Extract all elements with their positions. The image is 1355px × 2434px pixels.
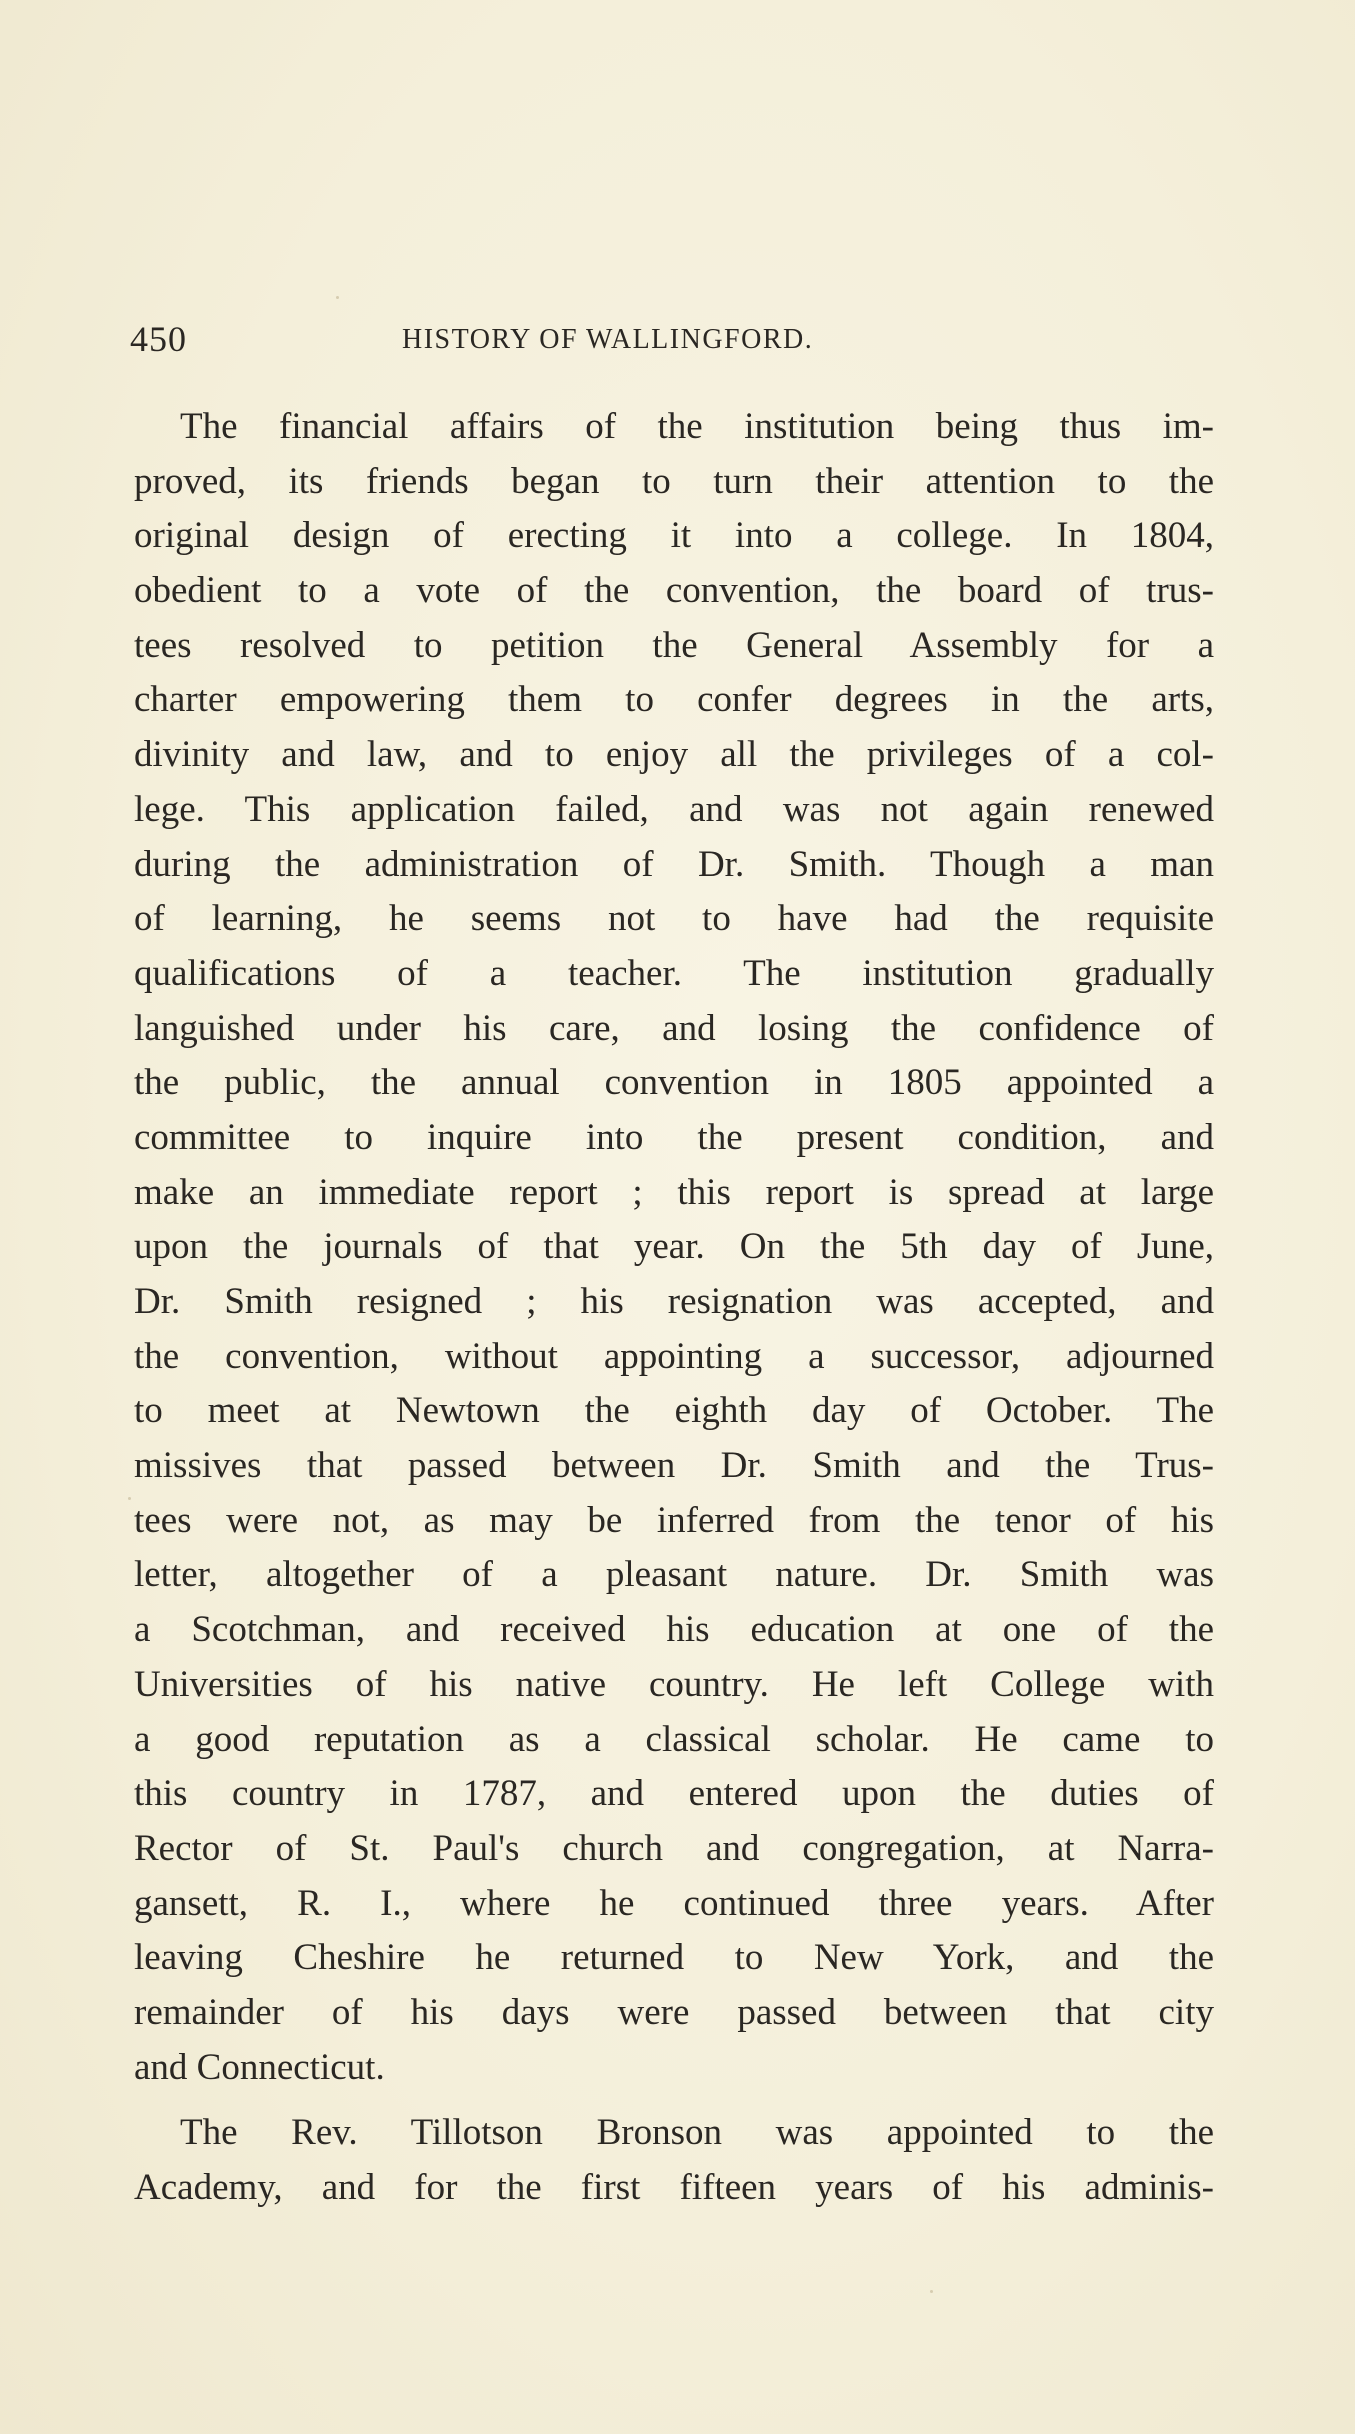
paragraph-gap	[134, 2095, 1214, 2106]
text-line: Dr. Smith resigned ; his resignation was accepted, and	[134, 1281, 1214, 1322]
text-line: The financial affairs of the institution being thus im-	[180, 406, 1214, 447]
text-line: committee to inquire into the present condition, and	[134, 1116, 1214, 1158]
text-line: and Connecticut.	[134, 2046, 385, 2088]
text-line: lege. This application failed, and was not again renewed	[134, 788, 1214, 830]
text-line: a good reputation as a classical scholar. He came to	[134, 1718, 1214, 1760]
text-line: upon the journals of that year. On the 5th day of June,	[134, 1226, 1214, 1268]
text-line: the public, the annual convention in 1805 appointed a	[134, 1062, 1214, 1104]
text-line: The Rev. Tillotson Bronson was appointed to the	[180, 2112, 1214, 2154]
text-line: leaving Cheshire he returned to New York, and the	[134, 1937, 1214, 1979]
text-line: charter empowering them to confer degrees in the arts,	[134, 679, 1214, 721]
text-line: this country in 1787, and entered upon the duties of	[134, 1773, 1214, 1815]
body-text	[134, 400, 1214, 2216]
running-title: HISTORY OF WALLINGFORD.	[402, 324, 814, 355]
paper-speck	[930, 2290, 933, 2293]
text-line: a Scotchman, and received his education at one of the	[134, 1609, 1214, 1651]
text-line: of learning, he seems not to have had the requisite	[134, 898, 1214, 940]
text-line: obedient to a vote of the convention, the board of trus-	[134, 570, 1214, 612]
paper-speck	[128, 1497, 131, 1500]
text-line: qualifications of a teacher. The institution gradually	[134, 952, 1214, 994]
text-line: during the administration of Dr. Smith. Though a man	[134, 843, 1214, 885]
text-line: languished under his care, and losing the confidence of	[134, 1007, 1214, 1049]
text-line: Academy, and for the first fifteen years of his adminis-	[134, 2167, 1214, 2208]
text-line: letter, altogether of a pleasant nature. Dr. Smith was	[134, 1554, 1214, 1596]
text-line: divinity and law, and to enjoy all the privileges of a col-	[134, 734, 1214, 776]
text-line: make an immediate report ; this report is spread at large	[134, 1171, 1214, 1213]
text-line: missives that passed between Dr. Smith and the Trus-	[134, 1445, 1214, 1487]
text-line: to meet at Newtown the eighth day of October. The	[134, 1390, 1214, 1432]
text-line: the convention, without appointing a successor, adjourned	[134, 1335, 1214, 1377]
text-line: remainder of his days were passed between that city	[134, 1991, 1214, 2033]
text-line: Rector of St. Paul's church and congregation, at Narra-	[134, 1827, 1214, 1869]
text-line: Universities of his native country. He left College with	[134, 1663, 1214, 1705]
text-line: tees were not, as may be inferred from the tenor of his	[134, 1499, 1214, 1541]
text-line: gansett, R. I., where he continued three years. After	[134, 1882, 1214, 1924]
text-line: proved, its friends began to turn their attention to the	[134, 460, 1214, 502]
text-line: original design of erecting it into a college. In 1804,	[134, 515, 1214, 557]
text-line: tees resolved to petition the General Assembly for a	[134, 624, 1214, 666]
paper-speck	[336, 296, 339, 299]
running-head	[130, 318, 1210, 368]
page-number: 450	[130, 319, 187, 359]
